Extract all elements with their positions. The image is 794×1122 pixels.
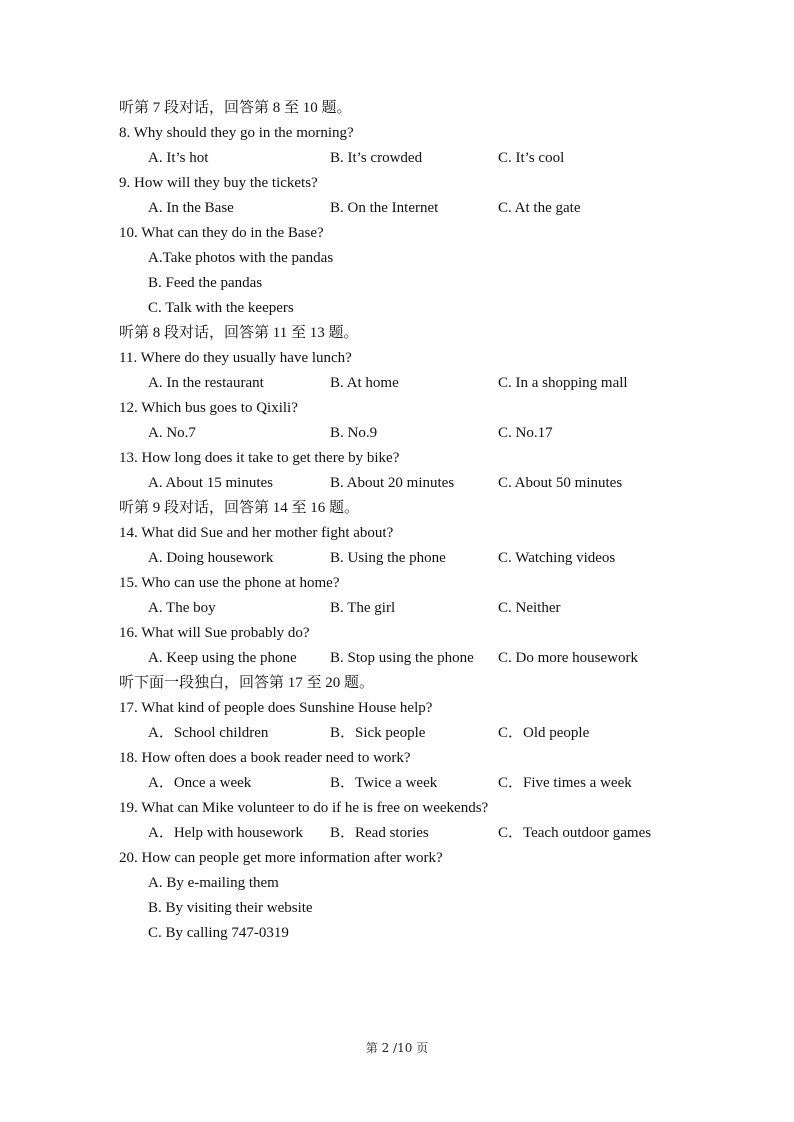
answer-option-b: B. At home [330,375,399,391]
answer-option-b: B. Stop using the phone [330,650,474,666]
answer-option-b: B. On the Internet [330,200,439,216]
answer-option-a: A. No.7 [148,425,196,441]
section-instruction: 听第 7 段对话，回答第 8 至 10 题。 [119,100,352,116]
answer-option-b: B. No.9 [330,425,378,441]
answer-options-row [119,646,719,671]
answer-option: A. By e-mailing them [148,875,279,891]
answer-option-b: B．Sick people [330,725,426,741]
answer-option-c: C. In a shopping mall [498,375,628,391]
answer-option-b: B. Using the phone [330,550,446,566]
question-text: 13. How long does it take to get there by bike? [119,450,400,466]
answer-option-c: C．Five times a week [498,775,632,791]
question-text: 17. What kind of people does Sunshine House help? [119,700,433,716]
answer-option-c: C. Do more housework [498,650,638,666]
listening-questions [119,96,719,946]
answer-option-a: A. Keep using the phone [148,650,297,666]
answer-option-b: B. The girl [330,600,396,616]
answer-options-row [119,471,719,496]
answer-options-row [119,596,719,621]
answer-options-row [119,721,719,746]
question-text: 14. What did Sue and her mother fight about? [119,525,394,541]
answer-option-a: A．Help with housework [148,825,303,841]
question-text: 18. How often does a book reader need to work? [119,750,411,766]
page-number: 第 2 /10 页 [365,1041,429,1055]
answer-option-a: A. In the restaurant [148,375,264,391]
answer-option-c: C. No.17 [498,425,553,441]
question-text: 15. Who can use the phone at home? [119,575,340,591]
answer-option-b: B. It’s crowded [330,150,423,166]
answer-option-b: B．Twice a week [330,775,438,791]
section-instruction: 听下面一段独白，回答第 17 至 20 题。 [119,675,375,691]
section-instruction: 听第 9 段对话，回答第 14 至 16 题。 [119,500,360,516]
answer-option: A.Take photos with the pandas [148,250,334,266]
answer-option: B. By visiting their website [148,900,313,916]
question-text: 12. Which bus goes to Qixili? [119,400,298,416]
answer-option-b: B．Read stories [330,825,429,841]
answer-option-c: C. Watching videos [498,550,616,566]
answer-option-a: A. About 15 minutes [148,475,274,491]
answer-options-row [119,196,719,221]
answer-option-a: A. Doing housework [148,550,274,566]
answer-option-c: C．Teach outdoor games [498,825,652,841]
answer-option-c: C. At the gate [498,200,581,216]
answer-option-a: A. In the Base [148,200,234,216]
answer-option: C. Talk with the keepers [148,300,294,316]
question-text: 8. Why should they go in the morning? [119,125,354,141]
question-text: 16. What will Sue probably do? [119,625,310,641]
question-text: 10. What can they do in the Base? [119,225,324,241]
answer-option-a: A．School children [148,725,269,741]
answer-option-a: A. The boy [148,600,216,616]
answer-option: C. By calling 747-0319 [148,925,289,941]
answer-options-row [119,771,719,796]
answer-option-c: C. Neither [498,600,561,616]
answer-options-row [119,146,719,171]
question-text: 11. Where do they usually have lunch? [119,350,352,366]
answer-option-a: A．Once a week [148,775,252,791]
answer-options-row [119,371,719,396]
question-text: 9. How will they buy the tickets? [119,175,318,191]
answer-option-c: C. About 50 minutes [498,475,623,491]
answer-option-c: C. It’s cool [498,150,565,166]
answer-option-a: A. It’s hot [148,150,209,166]
answer-option: B. Feed the pandas [148,275,263,291]
question-text: 19. What can Mike volunteer to do if he is free on weekends? [119,800,489,816]
section-instruction: 听第 8 段对话，回答第 11 至 13 题。 [119,325,359,341]
answer-options-row [119,546,719,571]
answer-options-row [119,821,719,846]
answer-option-c: C．Old people [498,725,590,741]
question-text: 20. How can people get more information after work? [119,850,443,866]
answer-options-row [119,421,719,446]
answer-option-b: B. About 20 minutes [330,475,455,491]
